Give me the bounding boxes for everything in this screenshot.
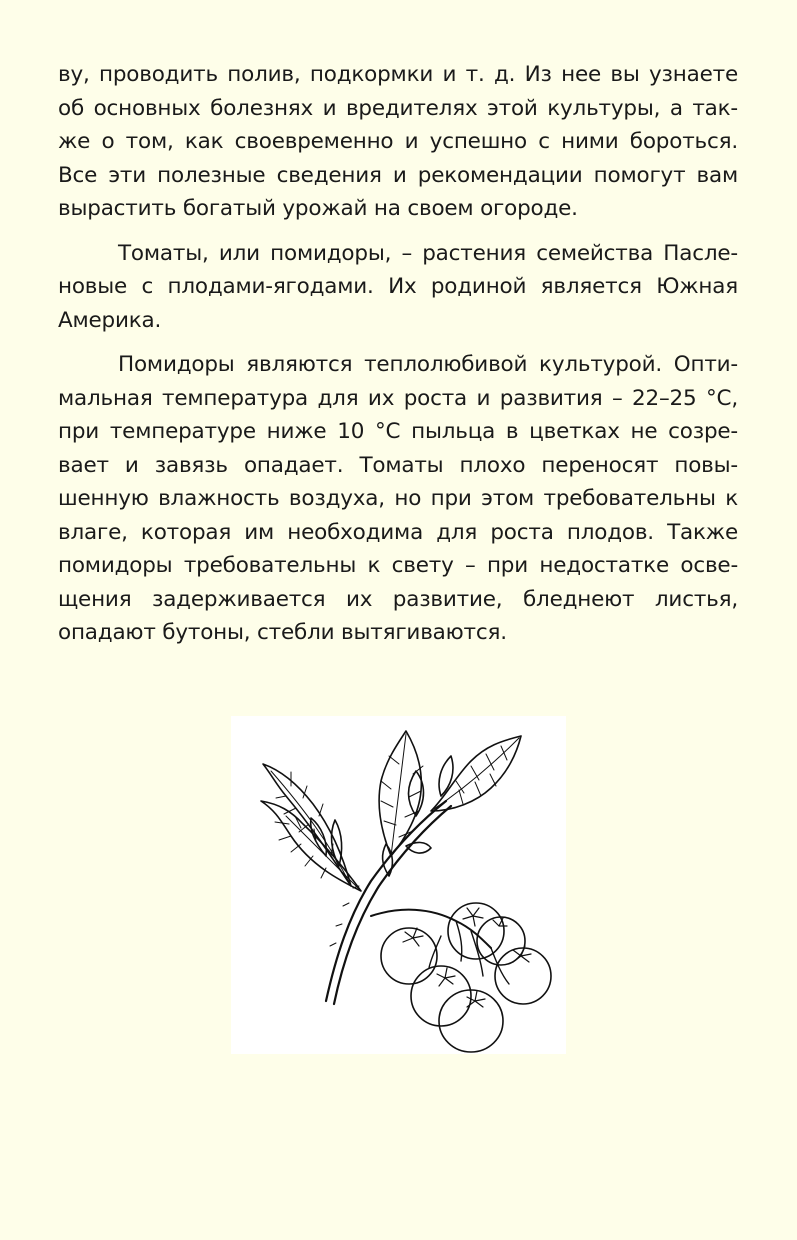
text-line: вырастить богатый урожай на своем огороде.	[58, 196, 578, 221]
page-text	[58, 58, 738, 650]
paragraph-2	[58, 237, 738, 338]
text-line: влаге, которая им необходима для роста плодов. Также	[58, 519, 738, 545]
text-line: помидоры требовательны к свету – при недостатке осве-	[58, 553, 738, 578]
text-line: Томаты, или помидоры, – растения семейства Пасле-	[118, 240, 738, 266]
text-line: ву, проводить полив, подкормки и т. д. Из нее вы узнаете	[58, 62, 738, 87]
tomato-branch-drawing-icon	[231, 716, 566, 1054]
text-line: Все эти полезные сведения и рекомендации помогут вам	[58, 162, 738, 188]
paragraph-3	[58, 348, 738, 650]
text-line: же о том, как своевременно и успешно с ними бороться.	[58, 129, 738, 154]
text-line: опадают бутоны, стебли вытягиваются.	[58, 620, 507, 645]
text-line: шенную влажность воздуха, но при этом требовательны к	[58, 486, 738, 511]
text-line: Помидоры являются теплолюбивой культурой. Опти-	[118, 352, 738, 377]
text-line: об основных болезнях и вредителях этой культуры, а так-	[58, 95, 738, 121]
text-line: щения задерживается их развитие, бледнеют листья,	[58, 586, 738, 612]
text-line: Америка.	[58, 307, 162, 333]
text-line: вает и завязь опадает. Томаты плохо переносят повы-	[58, 452, 738, 478]
paragraph-1	[58, 58, 738, 226]
text-line: новые с плодами-ягодами. Их родиной является Южная	[58, 274, 738, 299]
tomato-branch-illustration	[231, 716, 566, 1054]
text-line: мальная температура для их роста и развития – 22–25 °С,	[58, 385, 738, 411]
text-line: при температуре ниже 10 °С пыльца в цветках не созре-	[58, 419, 738, 444]
